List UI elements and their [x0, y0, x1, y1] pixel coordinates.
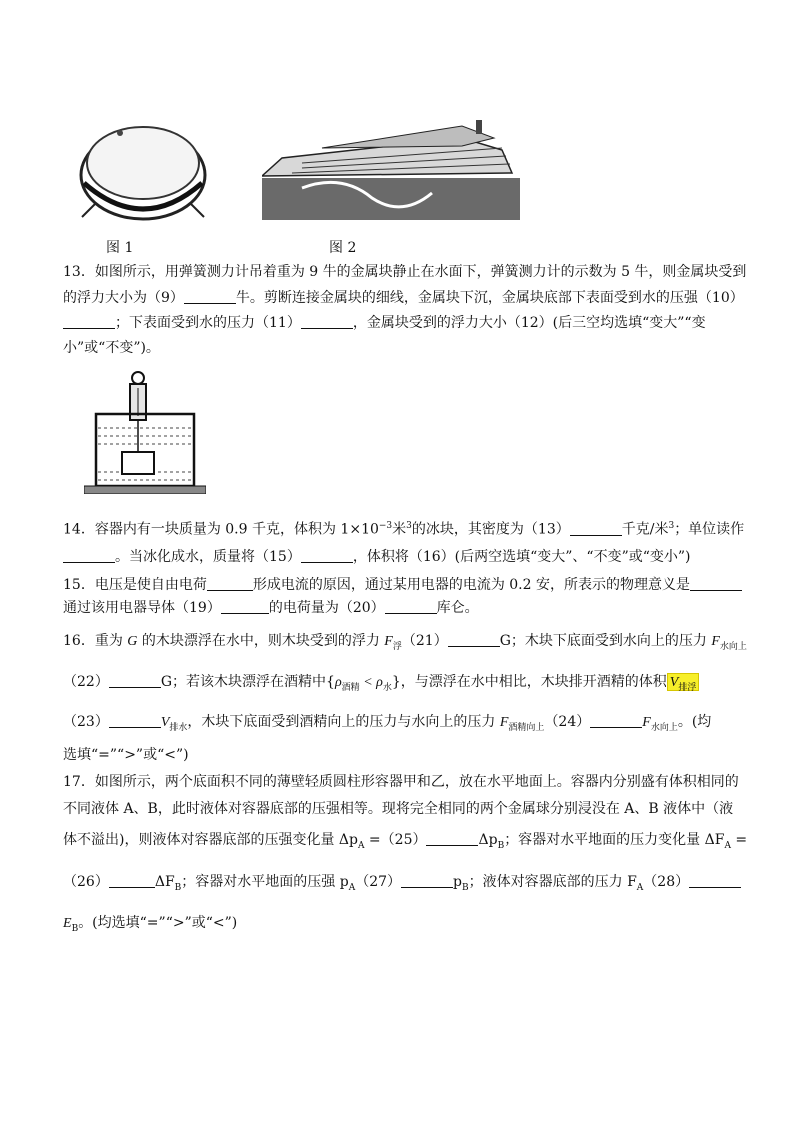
q13-line2: 的浮力大小为（9） 牛。剪断连接金属块的细线，金属块下沉，金属块底部下表面受到水的压强（10） [63, 290, 744, 306]
robot-vacuum-figure [78, 105, 208, 230]
q17-line3: 体不溢出)，则液体对容器底部的压强变化量 $\Delta p_A =(25)$ $\Delta p_B$；容器对水平地面的压力变化量 $\Delta F_A$ = [63, 832, 748, 851]
answer-blank-10[interactable] [63, 314, 115, 329]
q16-line1: 16．重为 G 的木块漂浮在水中，则木块受到的浮力 $F_浮(21)$ G；木块下底面受到水向上的压力 $F_{水向上}$ [63, 633, 747, 652]
q16-line4: 选填“=”“>”或“<”) [63, 747, 189, 763]
answer-blank-11[interactable] [301, 314, 353, 329]
answer-blank-18[interactable] [690, 576, 742, 591]
figure2-caption: 图 2 [329, 240, 357, 256]
q16-line3: （23） $V_{排水}$，木块下底面受到酒精向上的压力与水向上的压力 $F_{酒精向上}(24)$ $F_{水向上}$。(均 [63, 714, 712, 733]
answer-blank-27[interactable] [401, 873, 453, 888]
q13-line3: ；下表面受到水的压力（11） ，金属块受到的浮力大小（12）(后三空均选填“变大”“变 [63, 313, 706, 333]
answer-blank-25[interactable] [426, 831, 478, 846]
figure1-caption: 图 1 [106, 240, 134, 256]
spring-scale-container-figure [84, 370, 206, 494]
answer-blank-21[interactable] [448, 632, 500, 647]
q16-line2: （22） G；若该木块漂浮在酒精中$\{\rho_{酒精} < \rho_水\}$，与漂浮在水中相比，木块排开酒精的体积 $V_{排浮}$ [63, 672, 699, 698]
q17-line5: $E_B$。(均选填“=”“>”或“<”) [63, 915, 238, 934]
highlighted-term: $V_{排浮}$ [667, 673, 700, 691]
answer-blank-28[interactable] [689, 873, 741, 888]
q13-line4: 小”或“不变”)。 [63, 340, 160, 356]
answer-blank-15[interactable] [301, 548, 353, 563]
answer-blank-17[interactable] [207, 576, 253, 591]
answer-blank-26[interactable] [109, 873, 155, 888]
q13-line1: 13．如图所示，用弹簧测力计吊着重为 9 牛的金属块静止在水面下，弹簧测力计的示数为 5 牛，则金属块受到 [63, 264, 747, 280]
q14-line2: 。当冰化成水，质量将（15） ，体积将（16）(后两空选填“变大”、“不变”或“变小”) [63, 547, 691, 567]
q17-line1: 17．如图所示，两个底面积不同的薄壁轻质圆柱形容器甲和乙，放在水平地面上。容器内分别盛有体积相同的 [63, 774, 739, 790]
answer-blank-20[interactable] [385, 599, 437, 614]
q17-line4: （26） $\Delta F_B$；容器对水平地面的压强 $p_A(27)$ $p_B$；液体对容器底部的压力 $F_A(28)$ [63, 872, 741, 898]
q14-line1: 14．容器内有一块质量为 0.9 千克，体积为 $1\times 10^{-3}$米$^3$的冰块，其密度为（13） 千克/米$^3$；单位读作 [63, 521, 745, 538]
answer-blank-22[interactable] [109, 673, 161, 688]
cruise-ship-figure [262, 118, 520, 220]
q15-line1: 15．电压是使自由电荷 形成电流的原因，通过某用电器的电流为 0.2 安，所表示的物理意义是 [63, 575, 742, 595]
q17-line2: 不同液体 A、B，此时液体对容器底部的压强相等。现将完全相同的两个金属球分别浸没在 A、B 液体中（液 [63, 801, 734, 817]
answer-blank-23[interactable] [109, 713, 161, 728]
q15-line2: 通过该用电器导体（19） 的电荷量为（20） 库仑。 [63, 600, 479, 616]
answer-blank-24[interactable] [590, 713, 642, 728]
answer-blank-19[interactable] [221, 599, 269, 614]
answer-blank-14[interactable] [63, 548, 115, 563]
answer-blank-9[interactable] [184, 289, 236, 304]
answer-blank-13[interactable] [570, 521, 622, 536]
